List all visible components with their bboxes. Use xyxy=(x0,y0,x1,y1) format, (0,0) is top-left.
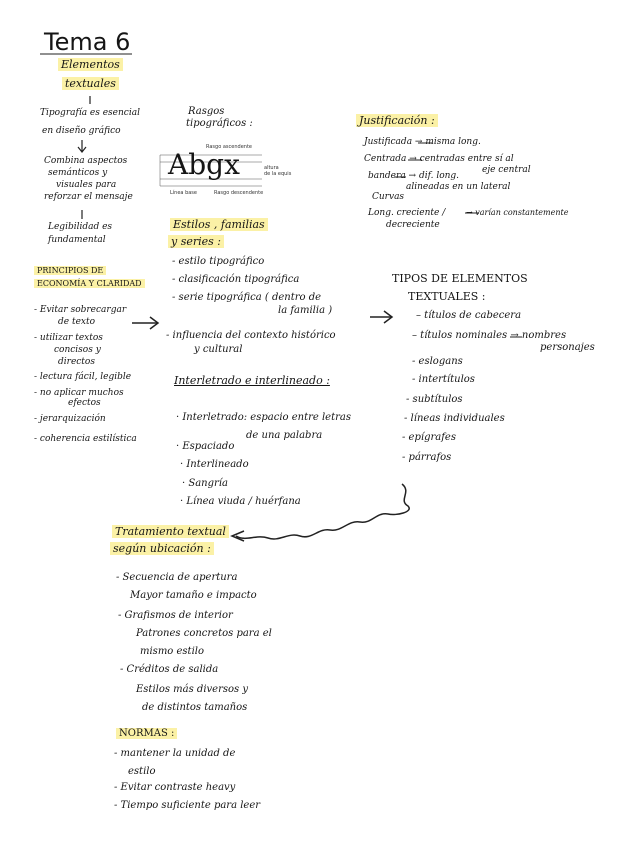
subtitle-line-1: Elementos xyxy=(58,58,123,71)
justificacion-item: decreciente xyxy=(386,220,440,230)
tipos-item: - párrafos xyxy=(402,452,452,463)
tipos-item: personajes xyxy=(540,342,595,353)
interletrado-item: · Interlineado xyxy=(180,459,249,470)
estilos-item: y cultural xyxy=(194,344,243,355)
tratamiento-item: - Créditos de salida xyxy=(120,664,219,675)
normas-title: NORMAS : xyxy=(116,728,177,739)
principios-item: de texto xyxy=(58,317,96,327)
estilos-title: Estilos , familias xyxy=(170,218,268,231)
page-title: Tema 6 xyxy=(44,28,131,56)
estilos-item: la familia ) xyxy=(278,305,333,316)
tratamiento-item: - Secuencia de apertura xyxy=(116,572,238,583)
justificacion-item: Justificada → misma long. xyxy=(364,137,481,147)
arrow-head xyxy=(232,531,244,541)
tratamiento-item: Patrones concretos para el xyxy=(136,628,272,639)
left-text: fundamental xyxy=(48,235,106,245)
principios-title: PRINCIPIOS DE xyxy=(34,266,106,275)
tipos-item: - epígrafes xyxy=(402,432,456,443)
left-text: Combina aspectos xyxy=(44,156,128,166)
principios-item: - no aplicar muchos xyxy=(34,388,124,398)
label-baseline: Línea base xyxy=(170,190,197,196)
tipos-item: – títulos de cabecera xyxy=(416,310,522,321)
justificacion-item: Curvas xyxy=(372,192,405,202)
tipos-title: TIPOS DE ELEMENTOS xyxy=(392,272,528,285)
principios-item: - lectura fácil, legible xyxy=(34,372,132,382)
interletrado-item: · Sangría xyxy=(182,478,228,489)
label-ascender: Rasgo ascendente xyxy=(206,144,252,150)
left-text: visuales para xyxy=(56,180,117,190)
justificacion-item: bandera → dif. long. xyxy=(368,171,460,181)
principios-item: efectos xyxy=(68,398,101,408)
interletrado-title: Interletrado e interlineado : xyxy=(174,374,330,387)
justificacion-item: Long. creciente / xyxy=(368,208,446,218)
tratamiento-title: Tratamiento textual xyxy=(112,525,229,538)
left-text: semánticos y xyxy=(48,168,108,178)
justificacion-item: eje central xyxy=(482,165,531,175)
principios-item: concisos y xyxy=(54,345,101,355)
left-text: Legibilidad es xyxy=(48,222,113,232)
normas-item: - Evitar contraste heavy xyxy=(114,782,236,793)
tipos-item: - eslogans xyxy=(412,356,463,367)
type-specimen: Abgx xyxy=(168,148,240,181)
estilos-item: - serie tipográfica ( dentro de xyxy=(172,292,322,303)
principios-item: - jerarquización xyxy=(34,414,106,424)
left-text: Tipografía es esencial xyxy=(40,108,140,118)
estilos-item: - estilo tipográfico xyxy=(172,256,265,267)
label-x-height: altura xyxy=(264,165,279,171)
interletrado-item: · Interletrado: espacio entre letras xyxy=(176,412,351,423)
normas-item: - Tiempo suficiente para leer xyxy=(114,800,261,811)
interletrado-item: · Espaciado xyxy=(176,441,235,452)
tipos-item: – títulos nominales → nombres xyxy=(412,330,567,341)
tipos-item: - intertítulos xyxy=(412,374,475,385)
justificacion-title: Justificación : xyxy=(356,114,438,127)
principios-item: - utilizar textos xyxy=(34,333,103,343)
normas-item: estilo xyxy=(128,766,156,777)
justificacion-item: → varían constantemente xyxy=(466,208,569,217)
tratamiento-title: según ubicación : xyxy=(110,542,214,555)
principios-title: ECONOMÍA Y CLARIDAD xyxy=(34,279,145,288)
tratamiento-item: de distintos tamaños xyxy=(142,702,248,713)
tratamiento-item: mismo estilo xyxy=(140,646,204,657)
wavy-connector xyxy=(236,484,409,539)
principios-item: directos xyxy=(58,357,95,367)
normas-item: - mantener la unidad de xyxy=(114,748,236,759)
principios-item: - coherencia estilística xyxy=(34,434,137,444)
estilos-item: - clasificación tipográfica xyxy=(172,274,300,285)
left-text: reforzar el mensaje xyxy=(44,192,133,202)
label-x-height: de la equis xyxy=(264,171,292,177)
tratamiento-item: Estilos más diversos y xyxy=(136,684,248,695)
estilos-title: y series : xyxy=(168,235,224,248)
tipos-title: TEXTUALES : xyxy=(408,290,486,303)
left-text: en diseño gráfico xyxy=(42,126,121,136)
tratamiento-item: Mayor tamaño e impacto xyxy=(130,590,257,601)
tipos-item: - subtítulos xyxy=(406,394,463,405)
label-descender: Rasgo descendente xyxy=(214,190,264,196)
subtitle-line-2: textuales xyxy=(62,77,119,90)
justificacion-item: Centrada → centradas entre sí al xyxy=(364,154,514,164)
interletrado-item: · Línea viuda / huérfana xyxy=(180,496,301,507)
tipos-item: - líneas individuales xyxy=(404,413,505,424)
interletrado-item: de una palabra xyxy=(246,430,323,441)
rasgos-title: tipográficos : xyxy=(186,118,253,129)
rasgos-title: Rasgos xyxy=(188,106,225,117)
justificacion-item: alineadas en un lateral xyxy=(406,182,511,192)
tratamiento-item: - Grafismos de interior xyxy=(118,610,233,621)
principios-item: - Evitar sobrecargar xyxy=(34,305,127,315)
estilos-item: - influencia del contexto histórico xyxy=(166,330,336,341)
